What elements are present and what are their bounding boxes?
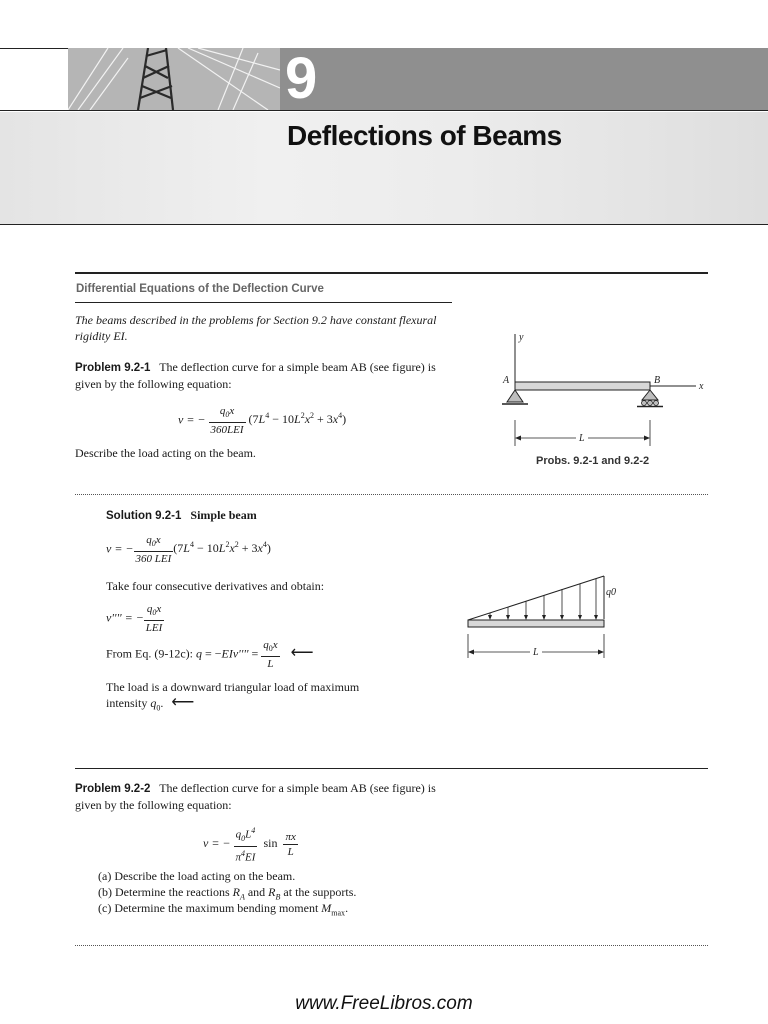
chapter-number: 9 [285, 46, 318, 111]
fig1-label-y: y [519, 332, 524, 343]
section-top-rule [75, 272, 708, 274]
problem-2-statement [75, 780, 445, 813]
problem-1-question: Describe the load acting on the beam. [75, 446, 256, 460]
problem-2-rule [75, 768, 708, 769]
problem-2-item-b: (b) Determine the reactions $R_A$ and $R_B$ at the supports. [98, 885, 357, 902]
solution-1-equation: v = − $\frac{q_0x}{\text{360 LEI}}$ $(7L^4 - 10L^2x^2 + 3x^4)$ [106, 534, 271, 566]
problem-1-statement [75, 359, 445, 392]
solution-1-heading [106, 507, 257, 524]
chapter-title: Deflections of Beams [287, 120, 562, 151]
problem-1-text: The deflection curve for a simple beam AB (see figure) is given by the following equation: [75, 360, 436, 391]
fig1-label-b: B [654, 375, 661, 386]
fig2-label-l: L [533, 647, 539, 658]
dotted-separator [75, 494, 708, 495]
problem-2-equation: v = − $\frac{q_0L^4}{\pi^4EI}$ sin $\frac{\pi x}{L}$ [203, 826, 296, 864]
section-underline [75, 302, 452, 303]
fig1-label-a: A [503, 375, 510, 386]
chapter-header [0, 0, 768, 225]
problem-1-equation: v = − $\frac{q_0x}{\text{360LEI}}$ $(7L^4 - 10L^2x^2 + 3x^4)$ [178, 405, 347, 437]
footer-website-link[interactable]: www.FreeLibros.com [295, 993, 473, 1014]
problem-2-item-c: (c) Determine the maximum bending moment $M_{max}$. [98, 901, 349, 918]
solution-1-step: Take four consecutive derivatives and obtain: [106, 579, 325, 593]
figure-1-caption: Probs. 9.2-1 and 9.2-2 [536, 455, 650, 467]
bottom-dotted-separator [75, 945, 708, 946]
problem-1-label: Problem 9.2-1 [75, 362, 151, 374]
bridge-cables-photo [68, 48, 280, 110]
fig1-label-x: x [699, 381, 704, 392]
problem-2-item-a: (a) Describe the load acting on the beam. [98, 869, 296, 883]
section-intro: The beams described in the problems for Section 9.2 have constant flexural rigidity EI. [75, 313, 437, 343]
triangular-load-figure [460, 570, 630, 665]
simple-beam-figure [490, 328, 720, 468]
solution-1-conclusion: The load is a downward triangular load of maximum intensity $q_0$. ⟵ [106, 680, 360, 713]
fig2-label-q0: q0 [606, 587, 616, 598]
solution-1-title: Simple beam [190, 508, 257, 522]
solution-1-label: Solution 9.2-1 [106, 510, 182, 522]
load-relation: From Eq. (9-12c): q = −EIv'''' = $\frac{q_0x}{L}$ ⟵ [106, 639, 314, 671]
problem-2-label: Problem 9.2-2 [75, 783, 151, 795]
section-title: Differential Equations of the Deflection Curve [76, 283, 324, 295]
fourth-derivative: v'''' = − $\frac{q_0x}{\text{LEI}}$ [106, 603, 163, 635]
problem-2-text: The deflection curve for a simple beam AB (see figure) is given by the following equation: [75, 781, 436, 812]
fig1-label-l: L [579, 433, 585, 444]
